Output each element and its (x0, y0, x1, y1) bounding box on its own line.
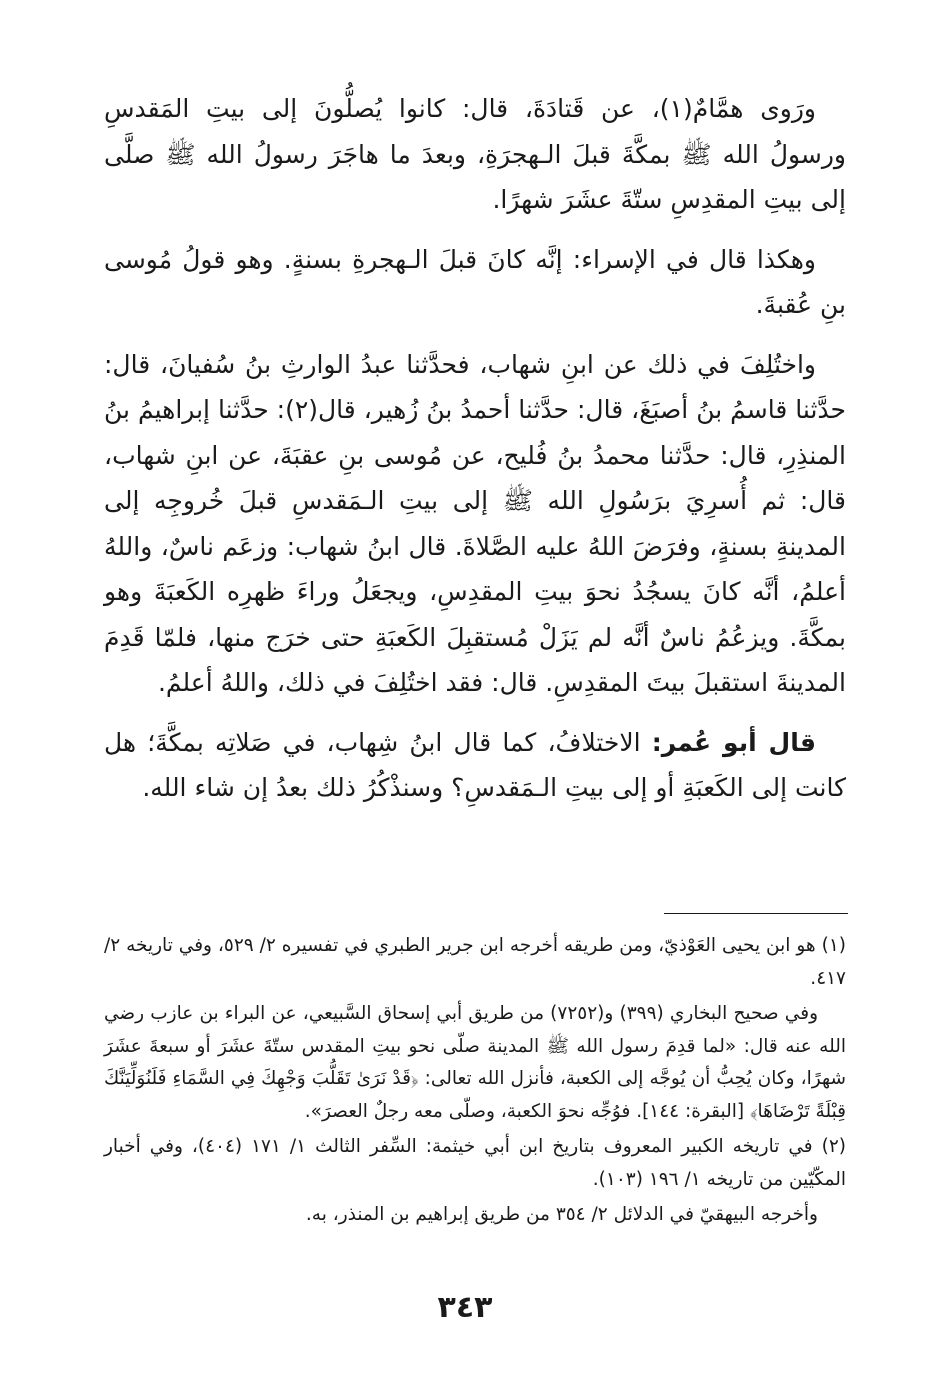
paragraph-hammam: ورَوى همَّامٌ(١)، عن قَتادَةَ، قال: كانوا يُصلُّونَ إلى بيتِ المَقدسِ ورسولُ الله ﷺ بمكَّةَ قبلَ الـهجرَةِ، وبعدَ ما هاجَرَ رسولُ الله ﷺ صلَّى إلى بيتِ المقدِسِ ستّةَ عشَرَ شهرًا. (104, 94, 846, 214)
paragraph-isra: وهكذا قال في الإسراء: إنَّه كانَ قبلَ الـهجرةِ بسنةٍ. وهو قولُ مُوسى بنِ عُقبةَ. (104, 244, 846, 319)
page-number: ٣٤٣ (437, 1290, 493, 1325)
main-text (104, 86, 846, 825)
paragraph-abu-umar (104, 720, 846, 811)
paragraph-ibn-shihab: واختُلِفَ في ذلك عن ابنِ شهاب، فحدَّثنا عبدُ الوارثِ بنُ سُفيانَ، قال: حدَّثنا قاسمُ بنُ أصبَغَ، قال: حدَّثنا أحمدُ بنُ زُهير، قال(٢): حدَّثنا إبراهيمُ بنُ المنذِرِ، قال: حدَّثنا محمدُ بنُ فُليح، عن مُوسى بنِ عقبَةَ، عن ابنِ شهاب، قال: ثم أُسرِيَ برَسُولِ الله ﷺ إلى بيتِ الـمَقدسِ قبلَ خُروجِه إلى المدينةِ بسنةٍ، وفرَضَ اللهُ عليه الصَّلاةَ. قال ابنُ شهاب: وزعَم ناسٌ، واللهُ أعلمُ، أنَّه كانَ يسجُدُ نحوَ بيتِ المقدِسِ، ويجعَلُ وراءَ ظهرِه الكَعبَةَ وهو بمكَّةَ. ويزعُمُ ناسٌ أنَّه لم يَزَلْ مُستقبِلَ الكَعبَةِ حتى خرَج منها، فلمّا قَدِمَ المدينةَ استقبلَ بيتَ المقدِسِ. قال: فقد اختُلِفَ في ذلك، واللهُ أعلمُ. (104, 349, 846, 697)
footnote-1: (١) هو ابن يحيى العَوْذيّ، ومن طريقه أخرجه ابن جرير الطبري في تفسيره ٢/ ٥٢٩، وفي تاريخه ٢/ ٤١٧. (104, 935, 846, 989)
footnote-2: (٢) في تاريخه الكبير المعروف بتاريخ ابن أبي خيثمة: السِّفر الثالث ١/ ١٧١ (٤٠٤)، وفي أخبار المكّيّين من تاريخه ١/ ١٩٦ (١٠٣). (104, 1136, 846, 1190)
abu-umar-text: الاختلافُ، كما قال ابنُ شِهاب، في صَلاتِه بمكَّةَ؛ هل كانت إلى الكَعبَةِ أو إلى بيتِ الـمَقدسِ؟ وسنذْكُرُ ذلك بعدُ إن شاء الله. (104, 727, 846, 802)
footnotes (104, 930, 846, 1235)
footnote-2-continuation: وأخرجه البيهقيّ في الدلائل ٢/ ٣٥٤ من طريق إبراهيم بن المنذر، به. (305, 1204, 818, 1225)
footnote-1-continuation: وفي صحيح البخاري (٣٩٩) و(٧٢٥٢) من طريق أبي إسحاق السَّبيعي، عن البراء بن عازب رضي الله عنه قال: «لما قدِمَ رسول الله ﷺ المدينة صلّى نحو بيتِ المقدس ستّةَ عشَرَ أو سبعةَ عشَرَ شهرًا، وكان يُحِبُّ أن يُوجَّه إلى الكعبة، فأنزل الله تعالى: ﴿قَدْ نَرَىٰ تَقَلُّبَ وَجْهِكَ فِي السَّمَاءِ فَلَنُوَلِّيَنَّكَ قِبْلَةً تَرْضَاهَا﴾ [البقرة: ١٤٤]. فوُجِّه نحوَ الكعبة، وصلّى معه رجلٌ العصرَ». (104, 1003, 846, 1122)
abu-umar-lead: قال أبو عُمر: (651, 727, 817, 757)
footnote-separator (664, 913, 848, 914)
